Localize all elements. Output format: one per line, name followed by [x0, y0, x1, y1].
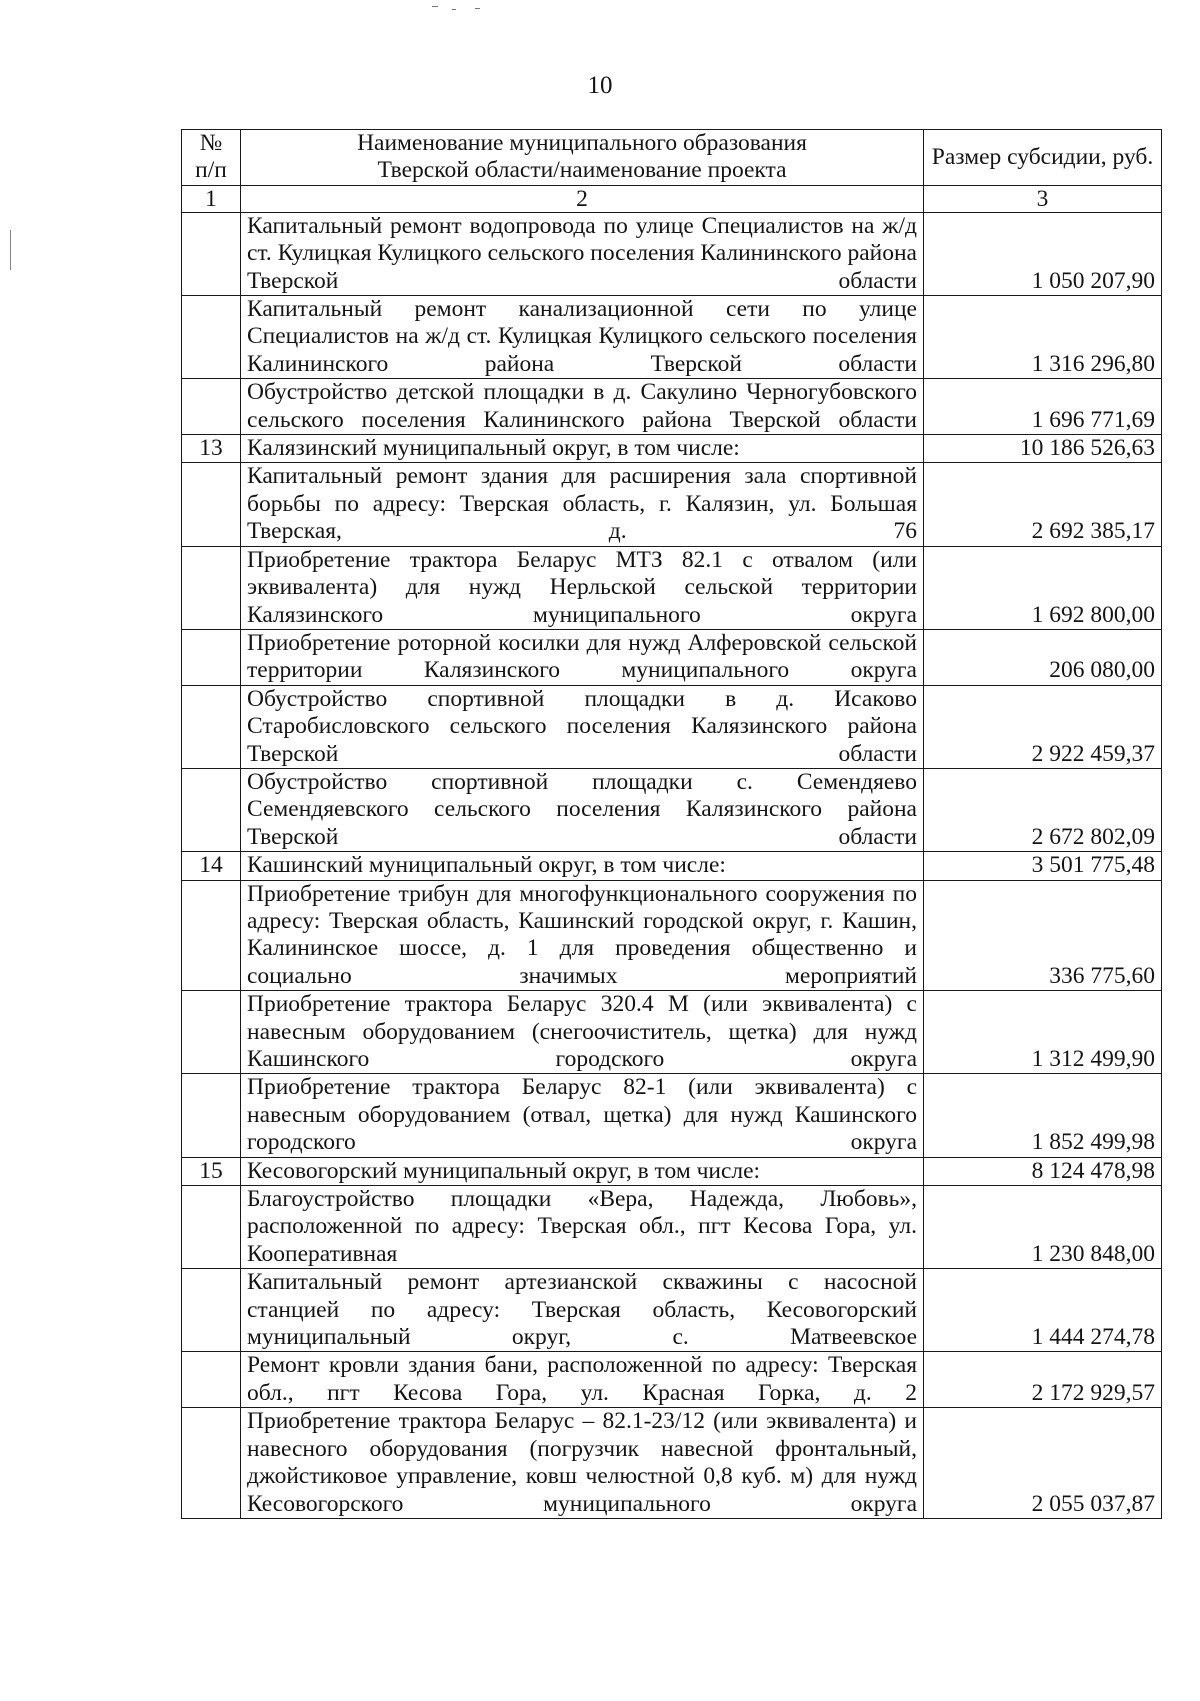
row-number — [182, 296, 241, 379]
project-name: Капитальный ремонт водопровода по улице Специалистов на ж/д ст. Кулицкая Кулицкого сельского поселения Калининского района Тверской области — [241, 212, 924, 295]
row-number — [182, 629, 241, 685]
scan-speck — [452, 9, 456, 10]
subsidy-amount: 1 230 848,00 — [924, 1186, 1162, 1269]
row-number: 14 — [182, 852, 241, 880]
row-number — [182, 546, 241, 629]
header-amount: Размер субсидии, руб. — [924, 130, 1162, 186]
subsidy-amount: 1 696 771,69 — [924, 379, 1162, 435]
district-total-row — [182, 1157, 1162, 1185]
project-name: Приобретение трактора Беларус 320.4 М (или эквивалента) с навесным оборудованием (снегоочиститель, щетка) для нужд Кашинского городского округа — [241, 991, 924, 1074]
row-number — [182, 463, 241, 546]
project-row — [182, 629, 1162, 685]
row-number — [182, 379, 241, 435]
district-total-amount: 10 186 526,63 — [924, 435, 1162, 463]
project-row — [182, 463, 1162, 546]
district-name: Кашинский муниципальный округ, в том числе: — [241, 852, 924, 880]
subsidy-amount: 1 316 296,80 — [924, 296, 1162, 379]
project-row — [182, 1186, 1162, 1269]
row-number — [182, 991, 241, 1074]
row-number: 13 — [182, 435, 241, 463]
district-name: Калязинский муниципальный округ, в том числе: — [241, 435, 924, 463]
column-index-row — [182, 185, 1162, 212]
project-row — [182, 546, 1162, 629]
subsidy-table — [181, 129, 1162, 1519]
header-name — [241, 130, 924, 186]
project-row — [182, 991, 1162, 1074]
row-number — [182, 1408, 241, 1519]
project-row — [182, 212, 1162, 295]
header-name-line1: Наименование муниципального образования — [357, 130, 807, 156]
subsidy-amount: 2 055 037,87 — [924, 1408, 1162, 1519]
subsidy-amount: 1 312 499,90 — [924, 991, 1162, 1074]
project-name: Приобретение трактора Беларус МТЗ 82.1 с отвалом (или эквивалента) для нужд Нерльской сельской территории Калязинского муниципального округа — [241, 546, 924, 629]
project-name: Приобретение трактора Беларус 82-1 (или эквивалента) с навесным оборудованием (отвал, щетка) для нужд Кашинского городского округа — [241, 1074, 924, 1157]
subsidy-amount: 2 922 459,37 — [924, 685, 1162, 768]
page-number: 10 — [587, 72, 613, 99]
project-name: Капитальный ремонт канализационной сети по улице Специалистов на ж/д ст. Кулицкая Кулицкого сельского поселения Калининского района Тверской области — [241, 296, 924, 379]
project-name: Приобретение трибун для многофункционального сооружения по адресу: Тверская область, Кашинский городской округ, г. Кашин, Калининское шоссе, д. 1 для проведения общественно и социально значимых мероприятий — [241, 880, 924, 991]
project-row — [182, 768, 1162, 851]
project-name: Обустройство детской площадки в д. Сакулино Черногубовского сельского поселения Калининского района Тверской области — [241, 379, 924, 435]
row-number — [182, 1352, 241, 1408]
row-number — [182, 212, 241, 295]
subsidy-amount: 1 444 274,78 — [924, 1269, 1162, 1352]
column-index-2: 2 — [241, 185, 924, 212]
project-name: Обустройство спортивной площадки с. Семендяево Семендяевского сельского поселения Калязинского района Тверской области — [241, 768, 924, 851]
project-row — [182, 685, 1162, 768]
project-name: Капитальный ремонт артезианской скважины с насосной станцией по адресу: Тверская область, Кесовогорский муниципальный округ, с. Матвеевское — [241, 1269, 924, 1352]
district-total-amount: 8 124 478,98 — [924, 1157, 1162, 1185]
row-number — [182, 1074, 241, 1157]
column-index-3: 3 — [924, 185, 1162, 212]
table-header-row — [182, 130, 1162, 186]
project-name: Капитальный ремонт здания для расширения зала спортивной борьбы по адресу: Тверская область, г. Калязин, ул. Большая Тверская, д. 76 — [241, 463, 924, 546]
district-total-row — [182, 435, 1162, 463]
project-row — [182, 379, 1162, 435]
row-number — [182, 880, 241, 991]
project-row — [182, 1352, 1162, 1408]
project-name: Приобретение трактора Беларус – 82.1-23/12 (или эквивалента) и навесного оборудования (погрузчик навесной фронтальный, джойстиковое управление, ковш челюстной 0,8 куб. м) для нужд Кесовогорского муниципального округа — [241, 1408, 924, 1519]
project-name: Приобретение роторной косилки для нужд Алферовской сельской территории Калязинского муниципального округа — [241, 629, 924, 685]
scan-speck — [10, 230, 11, 270]
subsidy-amount: 1 852 499,98 — [924, 1074, 1162, 1157]
district-total-row — [182, 852, 1162, 880]
project-row — [182, 296, 1162, 379]
header-number: № п/п — [182, 130, 241, 186]
subsidy-amount: 2 672 802,09 — [924, 768, 1162, 851]
subsidy-amount: 1 692 800,00 — [924, 546, 1162, 629]
scan-speck — [432, 6, 438, 7]
row-number — [182, 768, 241, 851]
subsidy-amount: 2 172 929,57 — [924, 1352, 1162, 1408]
project-name: Благоустройство площадки «Вера, Надежда, Любовь», расположенной по адресу: Тверская обл., пгт Кесова Гора, ул. Кооперативная — [241, 1186, 924, 1269]
column-index-1: 1 — [182, 185, 241, 212]
project-row — [182, 1074, 1162, 1157]
district-name: Кесовогорский муниципальный округ, в том числе: — [241, 1157, 924, 1185]
scan-speck — [475, 8, 480, 9]
row-number — [182, 685, 241, 768]
subsidy-amount: 1 050 207,90 — [924, 212, 1162, 295]
row-number — [182, 1269, 241, 1352]
header-name-line2: Тверской области/наименование проекта — [377, 157, 787, 184]
subsidy-amount: 206 080,00 — [924, 629, 1162, 685]
row-number — [182, 1186, 241, 1269]
district-total-amount: 3 501 775,48 — [924, 852, 1162, 880]
project-name: Ремонт кровли здания бани, расположенной по адресу: Тверская обл., пгт Кесова Гора, ул. Красная Горка, д. 2 — [241, 1352, 924, 1408]
project-row — [182, 880, 1162, 991]
subsidy-amount: 2 692 385,17 — [924, 463, 1162, 546]
project-name: Обустройство спортивной площадки в д. Исаково Старобисловского сельского поселения Калязинского района Тверской области — [241, 685, 924, 768]
subsidy-amount: 336 775,60 — [924, 880, 1162, 991]
project-row — [182, 1408, 1162, 1519]
row-number: 15 — [182, 1157, 241, 1185]
project-row — [182, 1269, 1162, 1352]
